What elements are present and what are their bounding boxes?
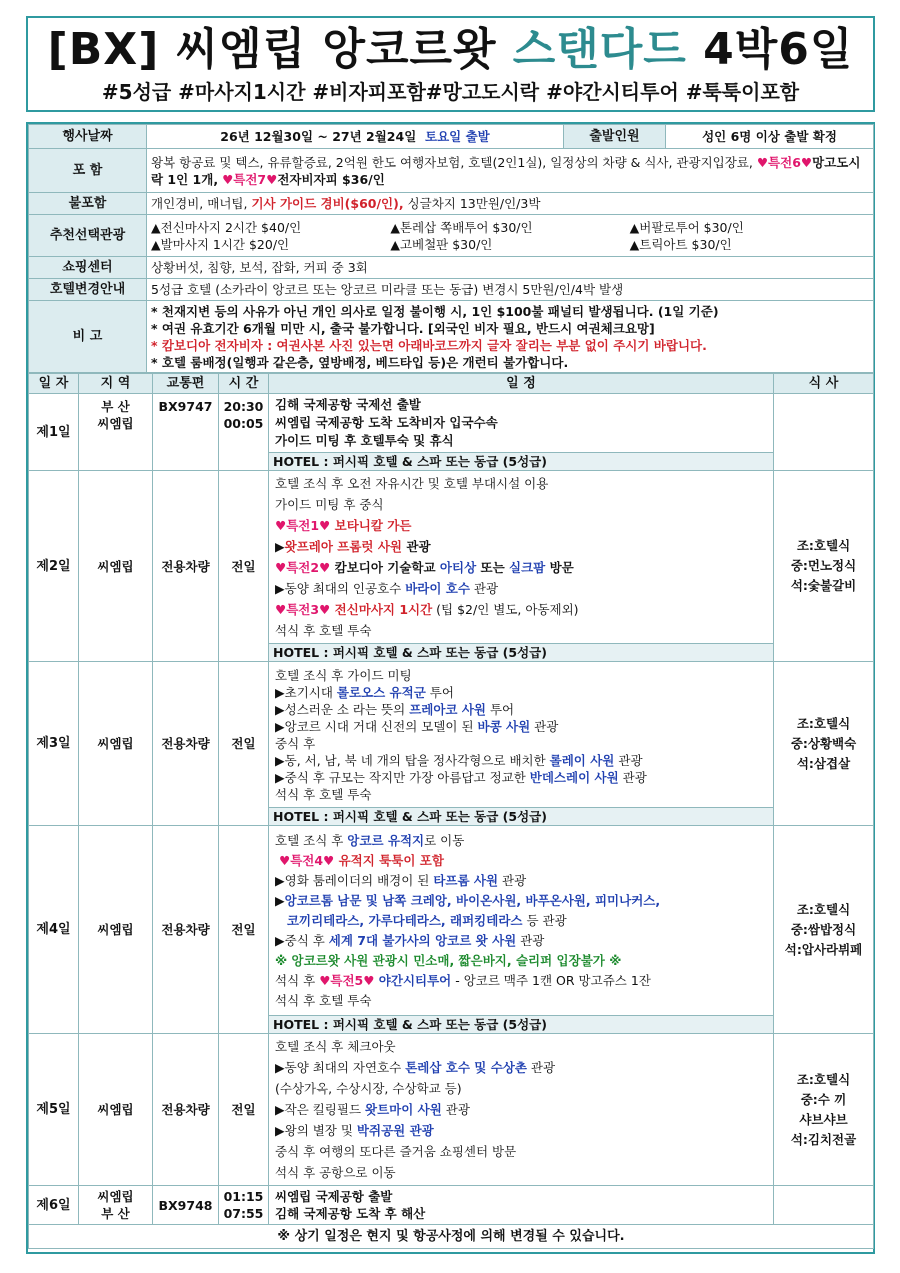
option-value: ▲전신마사지 2시간 $40/인 ▲톤레삽 쪽배투어 $30/인 ▲버팔로투어 $30/인 ▲발마사지 1시간 $20/인 ▲고베철판 $30/인 ▲트릭아트 $30/인 [147, 215, 874, 257]
day-label: 제2일 [29, 471, 79, 662]
col-day: 일 자 [29, 374, 79, 394]
col-region: 지 역 [79, 374, 153, 394]
transport: BX9747 [153, 394, 219, 471]
exclude-value: 개인경비, 매너팁, 기사 가이드 경비($60/인), 싱글차지 13만원/인/3박 [147, 193, 874, 215]
hashtags: #5성급 #마사지1시간 #비자피포함#망고도시락 #야간시티투어 #툭툭이포함 [101, 80, 800, 104]
note-value: * 천재지변 등의 사유가 아닌 개인 의사로 일정 불이행 시, 1인 $100불 패널티 발생됩니다. (1일 기준) * 여권 유효기간 6개월 미만 시, 출국 불가합니다. [외국인 비자 필요, 반드시 여권체크요망] * 캄보디아 전자비자 : 여권사본 사진 있는면 아래바코드까지 글자 잘리는 부분 없이 주시기 바랍니다. * 호텔 룸배정(일행과 같은층, 옆방배정, 베드타입 등)은 개런티 불가합니다. [147, 301, 874, 373]
time: 전일 [219, 1034, 269, 1186]
option-label: 추천선택관광 [29, 215, 147, 257]
meal: 조:호텔식 중:상황백숙 석:삼겹살 [774, 662, 874, 826]
shop-value: 상황버섯, 침향, 보석, 잡화, 커피 중 3회 [147, 257, 874, 279]
date-value: 26년 12월30일 ~ 27년 2월24일 토요일 출발 [147, 125, 564, 149]
day-label: 제5일 [29, 1034, 79, 1186]
transport: BX9748 [153, 1186, 219, 1225]
transport: 전용차량 [153, 826, 219, 1034]
time: 01:15 07:55 [219, 1186, 269, 1225]
col-schedule: 일 정 [269, 374, 774, 394]
exclude-label: 불포함 [29, 193, 147, 215]
hotel-change-label: 호텔변경안내 [29, 279, 147, 301]
day-label: 제4일 [29, 826, 79, 1034]
region: 씨엠립 [79, 662, 153, 826]
footer-note: ※ 상기 일정은 현지 및 항공사정에 의해 변경될 수 있습니다. [29, 1225, 874, 1249]
region: 씨엠립 부 산 [79, 1186, 153, 1225]
col-meal: 식 사 [774, 374, 874, 394]
day-label: 제1일 [29, 394, 79, 471]
hotel-line: HOTEL : 퍼시픽 호텔 & 스파 또는 동급 (5성급) [269, 453, 774, 471]
shop-label: 쇼핑센터 [29, 257, 147, 279]
title-box [26, 16, 875, 112]
transport: 전용차량 [153, 1034, 219, 1186]
day-label: 제6일 [29, 1186, 79, 1225]
transport: 전용차량 [153, 471, 219, 662]
hotel-line: HOTEL : 퍼시픽 호텔 & 스파 또는 동급 (5성급) [269, 644, 774, 662]
table-row [29, 471, 874, 644]
schedule-text: 씨엠립 국제공항 출발 김해 국제공항 도착 후 해산 [269, 1186, 774, 1225]
itinerary-frame [26, 122, 875, 1254]
date-label: 행사날짜 [29, 125, 147, 149]
region: 부 산 씨엠립 [79, 394, 153, 471]
table-row [29, 1034, 874, 1186]
time: 전일 [219, 826, 269, 1034]
hotel-change-value: 5성급 호텔 (소카라이 앙코르 또는 앙코르 미라클 또는 동급) 변경시 5만원/인/4박 발생 [147, 279, 874, 301]
time: 전일 [219, 471, 269, 662]
schedule-table [28, 373, 874, 1249]
people-value: 성인 6명 이상 출발 확정 [666, 125, 874, 149]
day-label: 제3일 [29, 662, 79, 826]
hotel-line: HOTEL : 퍼시픽 호텔 & 스파 또는 동급 (5성급) [269, 1016, 774, 1034]
schedule-text: 호텔 조식 후 가이드 미팅 ▶초기시대 롤로오스 유적군 투어 ▶성스러운 소 라는 뜻의 프레아코 사원 투어 ▶앙코르 시대 거대 신전의 모델이 된 바콩 사원 관광 중식 후 ▶동, 서, 남, 북 네 개의 탑을 정사각형으로 배치한 롤레이 사원 관광 ▶중식 후 규모는 작지만 가장 아름답고 정교한 반데스레이 사원 관광 석식 후 호텔 투숙 [269, 662, 774, 808]
include-label: 포 함 [29, 149, 147, 193]
col-time: 시 간 [219, 374, 269, 394]
schedule-text: 호텔 조식 후 체크아웃 ▶동양 최대의 자연호수 톤레삽 호수 및 수상촌 관광 (수상가옥, 수상시장, 수상학교 등) ▶작은 킬링필드 왓트마이 사원 관광 ▶왕의 별장 및 박쥐공원 관광 중식 후 여행의 또다른 즐거움 쇼핑센터 방문 석식 후 공항으로 이동 [269, 1034, 774, 1186]
table-row [29, 826, 874, 1016]
table-row [29, 662, 874, 808]
region: 씨엠립 [79, 471, 153, 662]
col-transport: 교통편 [153, 374, 219, 394]
meal [774, 394, 874, 471]
hotel-line: HOTEL : 퍼시픽 호텔 & 스파 또는 동급 (5성급) [269, 808, 774, 826]
meal: 조:호텔식 중:수 끼 샤브샤브 석:김치전골 [774, 1034, 874, 1186]
page-title: [BX] 씨엠립 앙코르왓 스탠다드 4박6일 [47, 24, 854, 75]
meal: 조:호텔식 중:쌈밥정식 석:압사라뷔페 [774, 826, 874, 1034]
people-label: 출발인원 [564, 125, 666, 149]
region: 씨엠립 [79, 1034, 153, 1186]
schedule-text: 호텔 조식 후 오전 자유시간 및 호텔 부대시설 이용 가이드 미팅 후 중식 ♥특전1♥ 보타니칼 가든 ▶왓프레아 프롬럿 사원 관광 ♥특전2♥ 캄보디아 기술학교 아티상 또는 실크팜 방문 ▶동양 최대의 인공호수 바라이 호수 관광 ♥특전3♥ 전신마사지 1시간 (팁 $2/인 별도, 아동제외) 석식 후 호텔 투숙 [269, 471, 774, 644]
time: 20:30 00:05 [219, 394, 269, 471]
meal [774, 1186, 874, 1225]
table-row [29, 1186, 874, 1225]
region: 씨엠립 [79, 826, 153, 1034]
table-row [29, 394, 874, 453]
info-table [28, 124, 874, 373]
schedule-text: 호텔 조식 후 앙코르 유적지로 이동 ♥특전4♥ 유적지 툭툭이 포함 ▶영화 툼레이더의 배경이 된 타프롬 사원 관광 ▶앙코르톰 남문 및 남쪽 크레앙, 바이온사원, 바푸온사원, 피미나커스, 코끼리테라스, 가루다테라스, 래퍼킹테라스 등 관광 ▶중식 후 세계 7대 불가사의 앙코르 왓 사원 관광 ※ 앙코르왓 사원 관광시 민소매, 짧은바지, 슬리퍼 입장불가 ※ 석식 후 ♥특전5♥ 야간시티투어 - 앙코르 맥주 1캔 OR 망고쥬스 1잔 석식 후 호텔 투숙 [269, 826, 774, 1016]
meal: 조:호텔식 중:먼노정식 석:숯불갈비 [774, 471, 874, 662]
note-label: 비 고 [29, 301, 147, 373]
transport: 전용차량 [153, 662, 219, 826]
schedule-text: 김해 국제공항 국제선 출발 씨엠립 국제공항 도착 도착비자 입국수속 가이드 미팅 후 호텔투숙 및 휴식 [269, 394, 774, 453]
time: 전일 [219, 662, 269, 826]
include-value: 왕복 항공료 및 텍스, 유류할증료, 2억원 한도 여행자보험, 호텔(2인1실), 일정상의 차량 & 식사, 관광지입장료, ♥특전6♥망고도시락 1인 1개, ♥특전7♥전자비자피 $36/인 [147, 149, 874, 193]
